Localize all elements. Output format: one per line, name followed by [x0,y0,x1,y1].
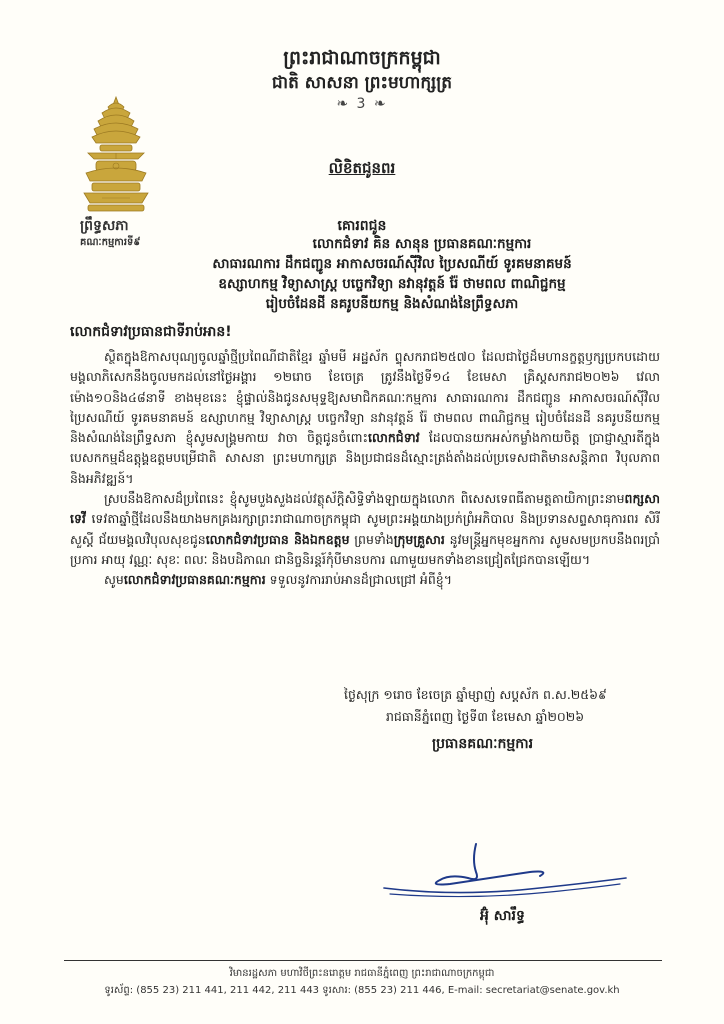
greeting: គោរពជូន [337,218,387,234]
recipient-line: លោកជំទាវ គិន សានុន ប្រធានគណៈកម្មការ [312,236,532,252]
footer-address: វិមានរដ្ឋសភា មហាវិថីព្រះនរោត្តម រាជធានីភ្នំពេញ ព្រះរាជាណាចក្រកម្ពុជា [229,968,495,979]
footer-contact: ទូរស័ព្ទ: (855 23) 211 441, 211 442, 211 443 ទូរសារ: (855 23) 211 446, E-mail: secretariat@senate.gov.kh [104,985,620,996]
body-paragraph: ស្ថិតក្នុងឱកាសបុណ្យចូលឆ្នាំថ្មីប្រពៃណីជាតិខ្មែរ ឆ្នាំមមី អដ្ឋស័ក ព្ទុសករាជ២៥៧០ ដែលជាថ្ងៃដ៏មហានក្ខត្តឫក្សប្រកបដោយមង្គលាភិសេកនឹងចូលមកដល់នៅថ្ងៃអង្គារ ១២រោច ខែចេត្រ ត្រូវនឹងថ្ងៃទី១៤ ខែមេសា គ្រិស្តសករាជ២០២៦ វេលាម៉ោង១០និង៤៨នាទី ខាងមុខនេះ ខ្ញុំផ្ទាល់និងជូនសមុទ្ទឱ្យសមាជិកគណៈកម្មការ សាធារណការ ដឹកជញ្ជូន អាកាសចរណ៍ស៊ីវិល ប្រៃសណីយ៍ ទូរគមនាគមន៍ ឧស្សាហកម្ម វិទ្យាសាស្ត្រ បច្ចេកវិទ្យា នវានុវត្តន៍ រ៉ែ ថាមពល ពាណិជ្ជកម្ម រៀបចំដែនដី នគរូបនីយកម្ម និងសំណង់នៃព្រឹទ្ធសភា ខ្ញុំសូមសង្គ្រមកាយ វាចា ចិត្តជូនចំពោះលោកជំទាវ ដែលបានយកអស់កម្លាំងកាយចិត្ត ប្រាជ្ញាស្មារតីក្នុងបេសកកម្មដ៏ឧត្តុង្គឧត្តមបម្រើជាតិ សាសនា ព្រះមហាក្សត្រ និងប្រជាជនដ៏ស្មោះត្រង់តាំងដល់ប្រទេសជាតិមានសន្តិភាព វិបុលភាព និងអភិវឌ្ឍន៍។ [70,349,661,486]
lunar-date: ថ្ងៃសុក្រ ១រោច ខែចេត្រ ឆ្នាំម្សាញ់ សប្តស័ក ព.ស.២៥៦៩ [344,687,607,702]
salutation: លោកជំទាវប្រធានជាទីរាប់អាន! [70,324,232,340]
body-paragraph: ស្របនឹងឱកាសដ៏ប្រពៃនេះ ខ្ញុំសូមបួងសួងដល់វត្ថុស័ក្តិសិទ្ធិទាំងឡាយក្នុងលោក ពិសេសទេពធីតាមត្តតាយិកាព្រះនាមពក្សសាទេវី ទេវតាឆ្នាំថ្មីដែលនឹងយាងមកគ្រងរក្សាព្រះរាជាណាចក្រកម្ពុជា សូមព្រះអង្គយាងប្រក់ព្រំអភិបាល និងប្រទានសព្ទសាធុការពរ សិរីសួស្តី ជ័យមង្គលវិបុលសុខជូនលោកជំទាវប្រធាន និងឯកឧត្តម ព្រមទាំងក្រុមគ្រួសារ នូវមន្ត្រីអ្នកមុខអ្នកការ សូមសមប្រកបនឹងពរប្រាំប្រការ អាយុ វណ្ណៈ សុខៈ ពលៈ និងបដិភាណ ជានិច្ចនិរន្តរ៍កុំបីមានបការ ណាមួយមកទាំងខានជ្រៀតជ្រែកបានឡើយ។ [70,491,661,567]
footer-divider [64,960,662,961]
national-motto: ជាតិ សាសនា ព្រះមហាក្សត្រ [271,73,453,93]
document-title: លិខិតជូនពរ [328,159,396,177]
solar-date: រាជធានីភ្នំពេញ ថ្ងៃទី៣ ខែមេសា ឆ្នាំ២០២៦ [386,709,585,724]
signer-title: ប្រធានគណៈកម្មការ [432,736,534,752]
letter-body [70,347,660,591]
recipient-line: សាធារណការ ដឹកជញ្ជូន អាកាសចរណ៍ស៊ីវិល ប្រៃសណីយ៍ ទូរគមនាគមន៍ [212,256,572,272]
senate-emblem-icon [78,95,154,215]
signer-name: អ៊ុំ សារឹទ្ធ [480,908,525,924]
handwritten-signature [380,838,630,902]
body-paragraph: សូមលោកជំទាវប្រធានគណៈកម្មការ ទទួលនូវការរាប់អានដ៏ជ្រាលជ្រៅ អំពីខ្ញុំ។ [104,572,452,588]
recipient-line: រៀបចំដែនដី នគរូបនីយកម្ម និងសំណង់នៃព្រឹទ្ធសភា [265,296,519,312]
recipient-line: ឧស្សាហកម្ម វិទ្យាសាស្ត្រ បច្ចេកវិទ្យា នវានុវត្តន៍ រ៉ែ ថាមពល ពាណិជ្ជកម្ម [218,276,566,292]
institution-office: គណៈកម្មការទី៩ [80,237,141,248]
kingdom-heading: ព្រះរាជាណាចក្រកម្ពុជា [283,47,441,69]
ornament-divider: ❧ 3 ❧ [336,96,388,112]
institution-name: ព្រឹទ្ធសភា [80,218,129,234]
recipient-block [140,234,644,314]
